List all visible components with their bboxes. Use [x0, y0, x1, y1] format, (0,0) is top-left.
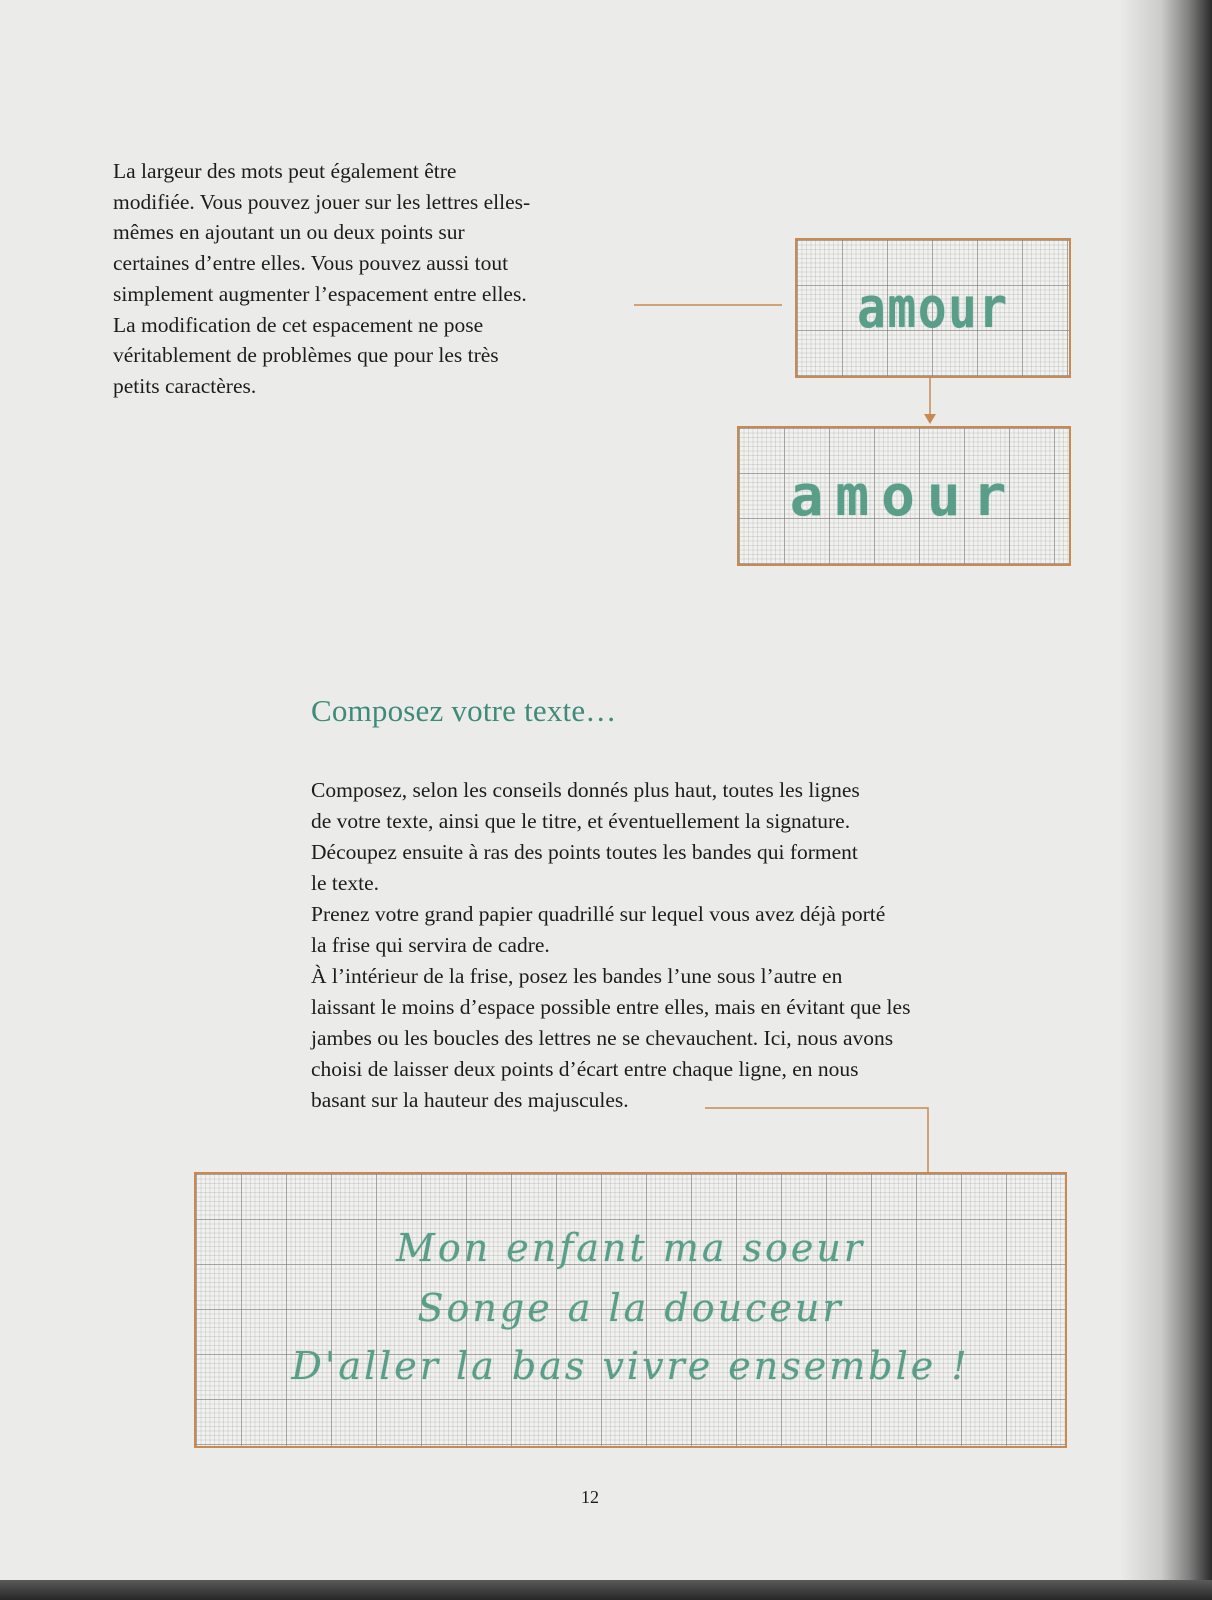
body-line: À l’intérieur de la frise, posez les bandes l’une sous l’autre en	[311, 964, 843, 988]
intro-line: simplement augmenter l’espacement entre elles.	[113, 281, 527, 306]
grid-script-line: D'aller la bas vivre ensemble !	[291, 1344, 970, 1388]
connector-arrow-head	[924, 414, 936, 424]
intro-paragraph	[113, 156, 673, 402]
body-line: Composez, selon les conseils donnés plus haut, toutes les lignes	[311, 778, 860, 802]
grid-word-before	[795, 238, 1071, 378]
grid-word-after	[737, 426, 1071, 566]
body-line: jambes ou les boucles des lettres ne se chevauchent. Ici, nous avons	[311, 1026, 894, 1050]
page-number: 12	[581, 1487, 599, 1507]
grid-word-before-text: amour	[857, 276, 1009, 341]
intro-line: La modification de cet espacement ne pose	[113, 312, 484, 337]
body-line: de votre texte, ainsi que le titre, et éventuellement la signature.	[311, 809, 851, 833]
body-line: choisi de laisser deux points d’écart entre chaque ligne, en nous	[311, 1057, 859, 1081]
intro-line: modifiée. Vous pouvez jouer sur les lettres elles-	[113, 189, 531, 214]
body-line: laissant le moins d’espace possible entre elles, mais en évitant que les	[311, 995, 911, 1019]
connector-line-body	[705, 1108, 928, 1172]
intro-line: La largeur des mots peut également être	[113, 159, 457, 183]
section-heading: Composez votre texte…	[311, 693, 617, 728]
grid-word-after-text: amour	[789, 464, 1019, 529]
grid-script-line: Songe a la douceur	[417, 1286, 844, 1330]
body-line: Prenez votre grand papier quadrillé sur lequel vous avez déjà porté	[311, 902, 886, 926]
body-line: le texte.	[311, 871, 380, 895]
intro-line: mêmes en ajoutant un ou deux points sur	[113, 220, 465, 245]
intro-line: petits caractères.	[113, 373, 257, 398]
body-line: basant sur la hauteur des majuscules.	[311, 1088, 629, 1112]
body-line: Découpez ensuite à ras des points toutes les bandes qui forment	[311, 840, 858, 864]
grid-script-text	[194, 1172, 1067, 1448]
grid-script-line: Mon enfant ma soeur	[395, 1226, 866, 1270]
intro-line: véritablement de problèmes que pour les très	[113, 343, 499, 368]
body-paragraph	[311, 775, 1071, 1116]
intro-line: certaines d’entre elles. Vous pouvez aussi tout	[113, 251, 509, 276]
body-line: la frise qui servira de cadre.	[311, 933, 550, 957]
